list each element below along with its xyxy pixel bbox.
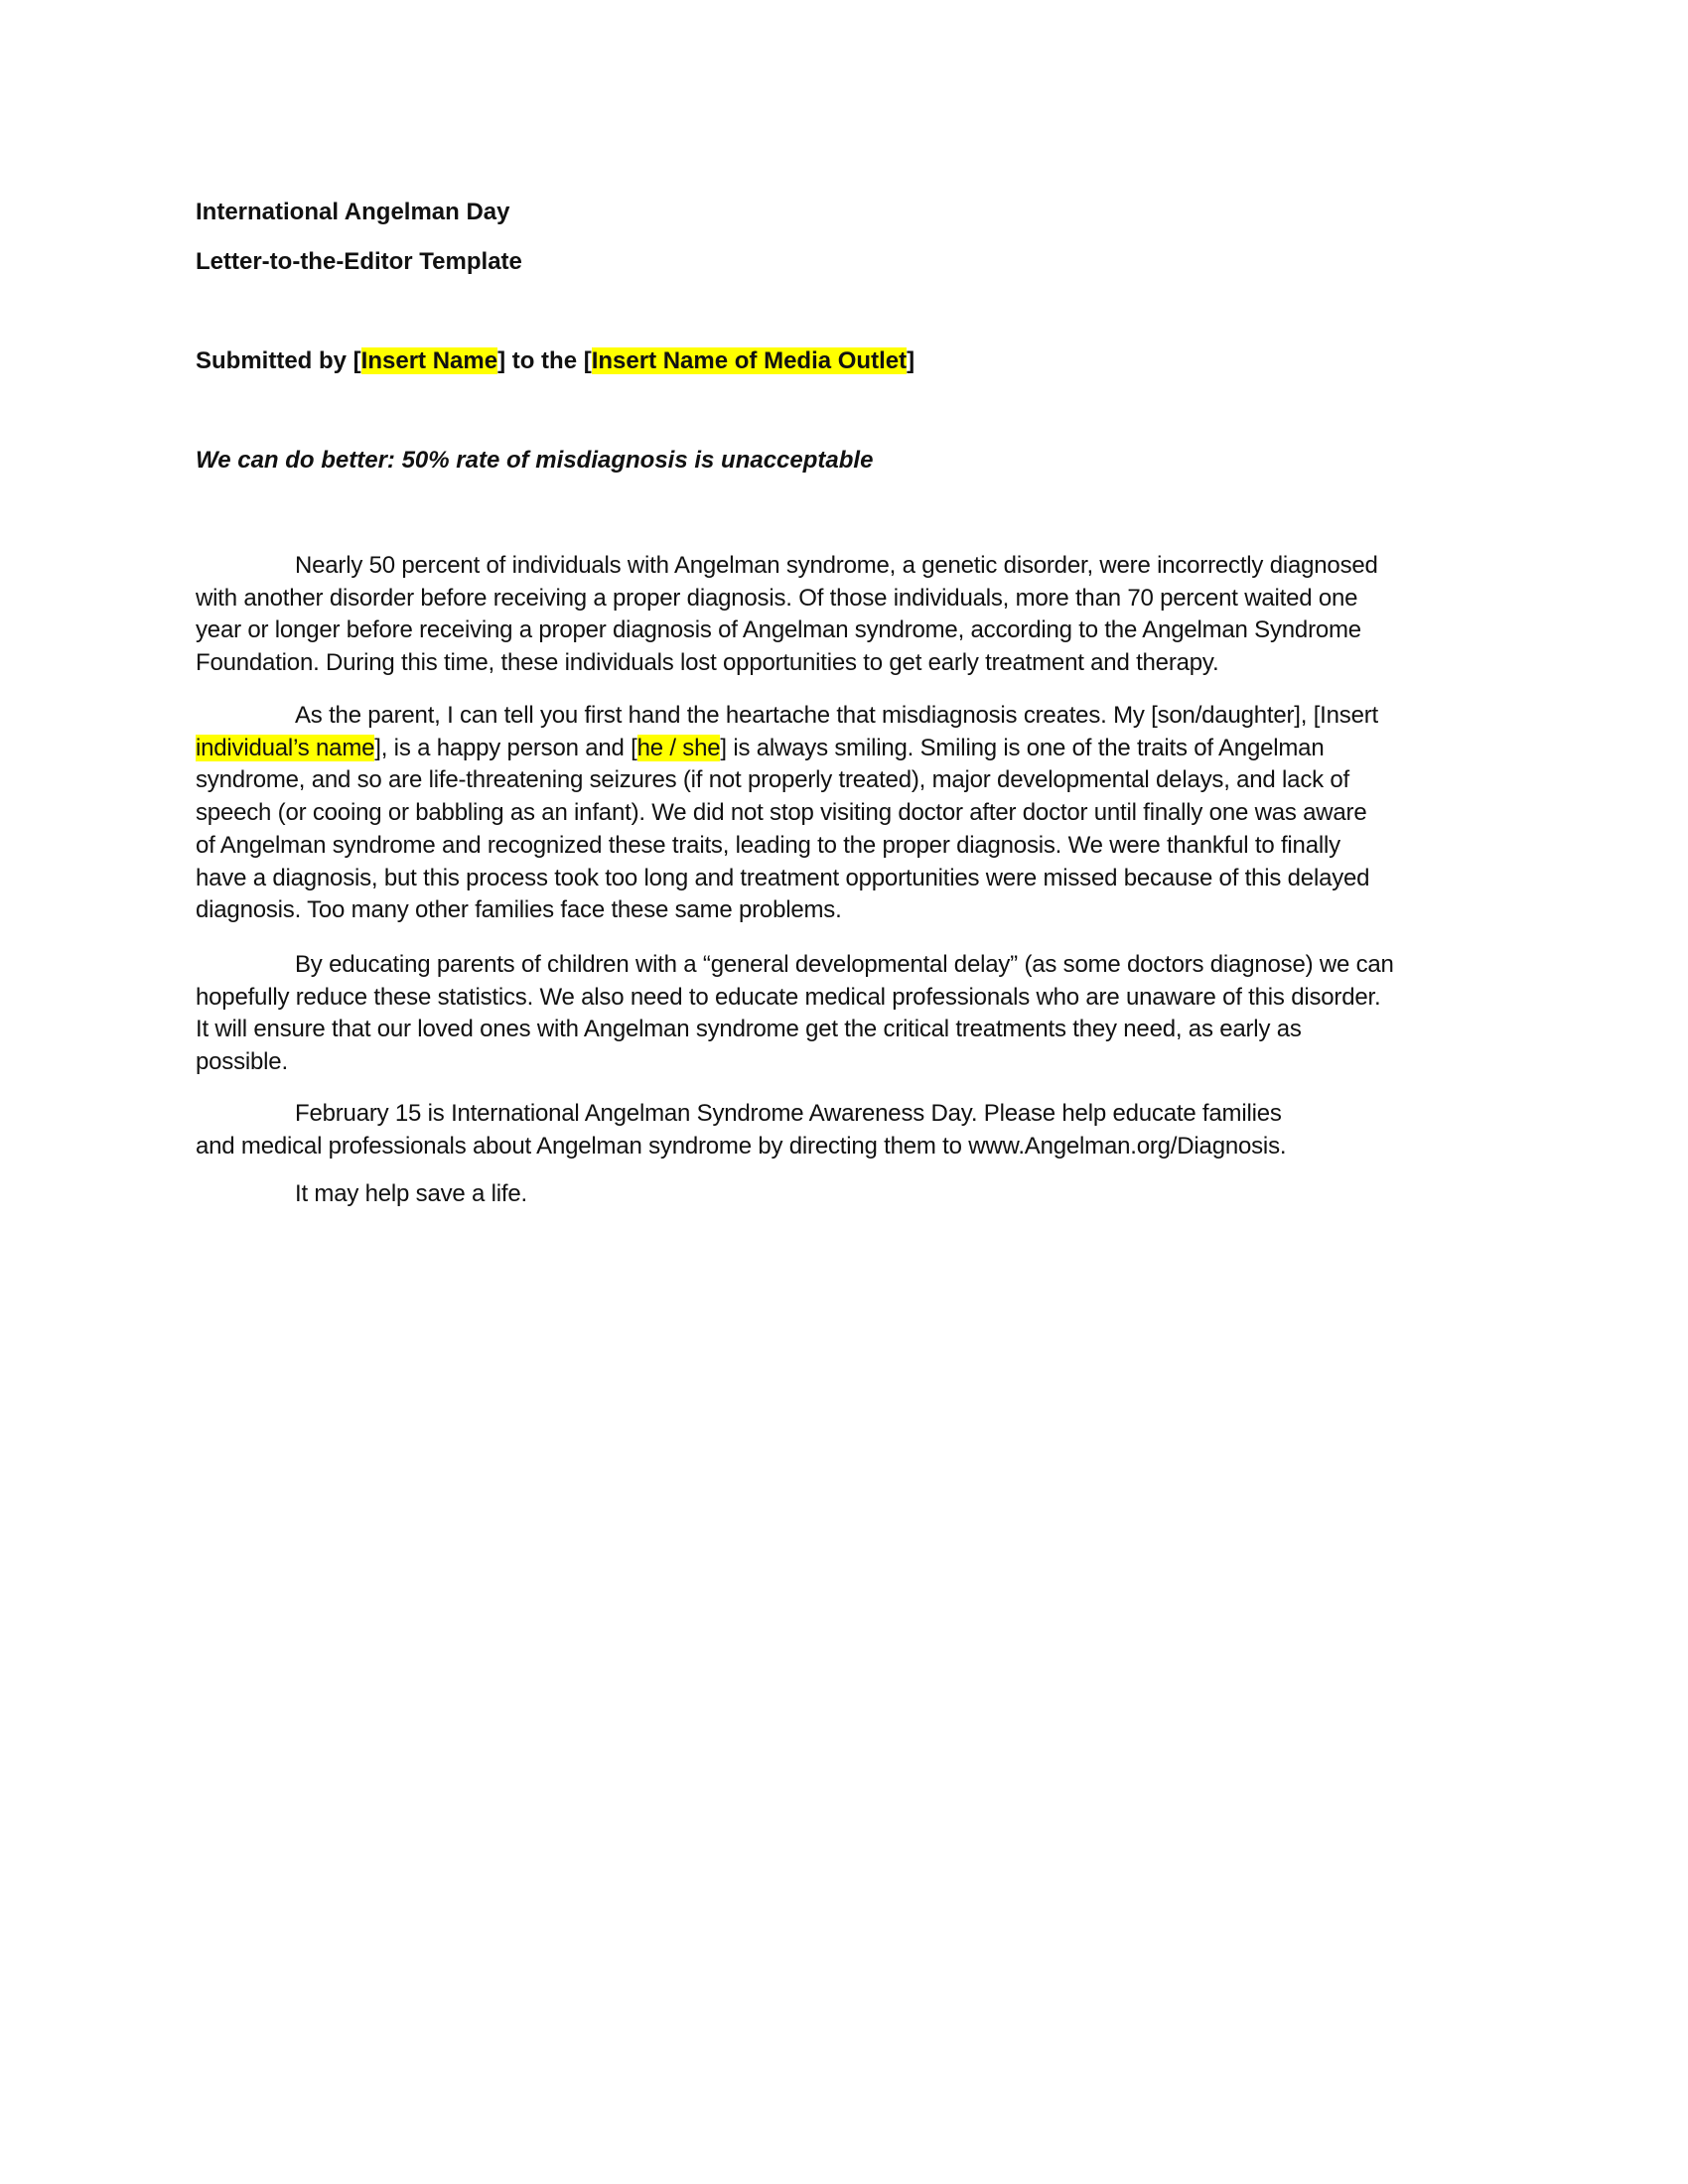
text-segment: It will ensure that our loved ones with Angelman syndrome get the critical treatments they need, as early as [196, 1016, 1302, 1043]
text-segment: Nearly 50 percent of individuals with Angelman syndrome, a genetic disorder, were incorrectly diagnosed [295, 552, 1378, 579]
letter-headline: We can do better: 50% rate of misdiagnosis is unacceptable [196, 447, 874, 474]
placeholder-highlight: individual’s name [196, 734, 375, 761]
paragraph-line [196, 984, 1380, 1012]
text-segment: syndrome, and so are life-threatening seizures (if not properly treated), major developmental delays, and lack of [196, 766, 1350, 794]
text-segment: ] [907, 347, 915, 374]
paragraph-line [295, 1100, 1282, 1128]
text-segment: As the parent, I can tell you first hand the heartache that misdiagnosis creates. My [son/daughter], [Insert [295, 702, 1379, 729]
text-segment: have a diagnosis, but this process took too long and treatment opportunities were missed because of this delayed [196, 864, 1370, 891]
paragraph-line [295, 951, 1394, 979]
paragraph-line [196, 896, 842, 924]
paragraph-line [196, 865, 1369, 892]
paragraph-line [196, 649, 1218, 677]
paragraph-line [295, 1180, 527, 1208]
document-subtitle: Letter-to-the-Editor Template [196, 248, 522, 275]
paragraph-line [295, 552, 1378, 580]
text-segment: ] is always smiling. Smiling is one of the traits of Angelman [720, 734, 1325, 761]
paragraph-line [196, 1133, 1286, 1160]
text-segment: of Angelman syndrome and recognized these traits, leading to the proper diagnosis. We were thankful to finally [196, 831, 1340, 859]
text-segment: possible. [196, 1048, 288, 1076]
text-segment: Foundation. During this time, these individuals lost opportunities to get early treatment and therapy. [196, 649, 1219, 677]
text-segment: and medical professionals about Angelman syndrome by directing them to www.Angelman.org/Diagnosis. [196, 1132, 1287, 1160]
placeholder-highlight: Insert Name of Media Outlet [591, 347, 908, 374]
paragraph-line [196, 766, 1349, 794]
paragraph-line [196, 1048, 288, 1076]
placeholder-highlight: Insert Name [360, 347, 498, 374]
paragraph-line [196, 616, 1361, 644]
text-segment: February 15 is International Angelman Syndrome Awareness Day. Please help educate families [295, 1100, 1282, 1127]
paragraph-line [196, 735, 1324, 762]
paragraph-line [295, 702, 1378, 730]
paragraph-line [196, 799, 1367, 827]
text-segment: diagnosis. Too many other families face these same problems. [196, 896, 842, 924]
text-segment: It may help save a life. [295, 1180, 527, 1207]
text-segment: ] to the [ [497, 347, 592, 374]
placeholder-highlight: he / she [636, 734, 721, 761]
text-segment: Submitted by [ [196, 347, 361, 374]
text-segment: year or longer before receiving a proper diagnosis of Angelman syndrome, according to the Angelman Syndrome [196, 616, 1361, 644]
paragraph-line [196, 1016, 1302, 1043]
text-segment: hopefully reduce these statistics. We also need to educate medical professionals who are unaware of this disorder. [196, 983, 1381, 1011]
text-segment: speech (or cooing or babbling as an infant). We did not stop visiting doctor after doctor until finally one was aware [196, 799, 1367, 827]
paragraph-line [196, 585, 1357, 613]
text-segment: with another disorder before receiving a proper diagnosis. Of those individuals, more than 70 percent waited one [196, 584, 1358, 612]
submitted-by-line [196, 347, 914, 375]
text-segment: By educating parents of children with a “general developmental delay” (as some doctors diagnose) we can [295, 951, 1394, 978]
document-title: International Angelman Day [196, 199, 510, 225]
paragraph-line [196, 832, 1340, 860]
text-segment: ], is a happy person and [ [374, 734, 637, 761]
